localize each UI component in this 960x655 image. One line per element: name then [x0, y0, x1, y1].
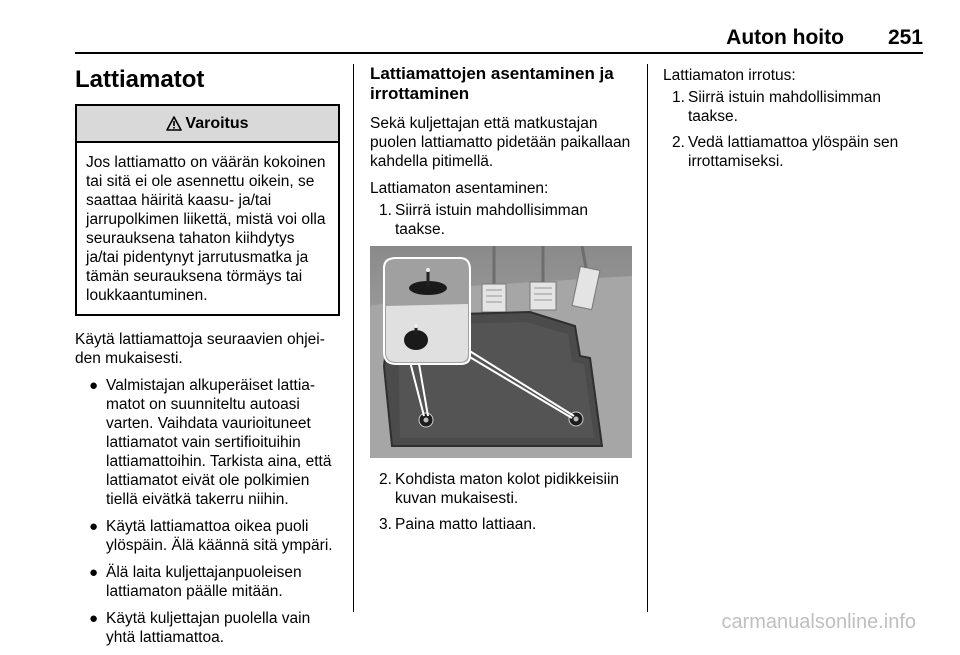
section-intro: Sekä kuljettajan että matkustajan puolen lattiamatto pidetään paikallaan kahdella pitimellä.: [370, 115, 631, 170]
section-title: Lattiamattojen asentaminen ja irrottaminen: [370, 64, 614, 103]
install-label: Lattiamaton asentaminen:: [370, 180, 549, 197]
bullet-list: [75, 376, 340, 647]
list-item: ● Valmistajan alkuperäiset lattiamatot on suunniteltu autoasi varten. Vaihdata vaurioituneet lattiamatot vain sertifioituihin lattiamattoihin. Tarkista aina, että lattiamatot eivät ole polkimien tiellä eivätkä takerru niihin.: [89, 377, 332, 508]
bullet-icon: ●: [89, 564, 99, 581]
column-divider: [647, 64, 648, 612]
list-item: 3. Paina matto lattiaan.: [379, 516, 537, 533]
warning-label: Varoitus: [185, 115, 249, 132]
bullet-icon: ●: [89, 610, 99, 627]
column-middle: [370, 64, 632, 541]
install-steps-b: [370, 470, 632, 534]
list-item: ● Käytä kuljettajan puolella vain yhtä lattiamattoa.: [89, 610, 311, 646]
bullet-icon: ●: [89, 518, 99, 535]
page-number: 251: [887, 26, 923, 49]
list-item: ● Älä laita kuljettajanpuoleisen lattiamaton päälle mitään.: [89, 564, 302, 600]
warning-header: [77, 106, 338, 143]
list-item: 2. Vedä lattiamattoa ylöspäin sen irrottamiseksi.: [672, 134, 899, 170]
install-steps-a: [370, 201, 632, 239]
running-header: [726, 26, 923, 50]
warning-triangle-icon: [166, 116, 182, 131]
column-left: [75, 64, 340, 655]
list-item: 1. Siirrä istuin mahdollisimman taakse.: [672, 89, 881, 125]
header-rule: [75, 52, 923, 54]
column-divider: [353, 64, 354, 612]
bullet-icon: ●: [89, 377, 99, 394]
page-title: Lattiamatot: [75, 66, 205, 93]
warning-box: [75, 104, 340, 316]
list-item: 2. Kohdista maton kolot pidikkeisiin kuvan mukaisesti.: [379, 471, 620, 507]
remove-steps: [663, 88, 925, 171]
remove-label: Lattiamaton irrotus:: [663, 67, 796, 84]
list-item: ● Käytä lattiamattoa oikea puoli ylöspäin. Älä käännä sitä ympäri.: [89, 518, 333, 554]
column-right: [663, 64, 925, 178]
floor-mat-illustration: [370, 246, 632, 458]
warning-text: Jos lattiamatto on väärän kokoinen tai sitä ei ole asennettu oikein, se saattaa häiritä kaasu- ja/tai jarrupolkimen liikettä, mistä voi olla seurauksena tahaton kiihdytys ja/tai pidentynyt jarrutusmatka ja tämän seurauksena törmäys tai loukkaantuminen.: [86, 154, 326, 304]
list-item: 1. Siirrä istuin mahdollisimman taakse.: [379, 202, 588, 238]
intro-text: Käytä lattiamattoja seuraavien ohjeiden mukaisesti.: [75, 331, 325, 367]
watermark: carmanualsonline.info: [721, 611, 916, 633]
header-section: Auton hoito: [726, 26, 844, 49]
